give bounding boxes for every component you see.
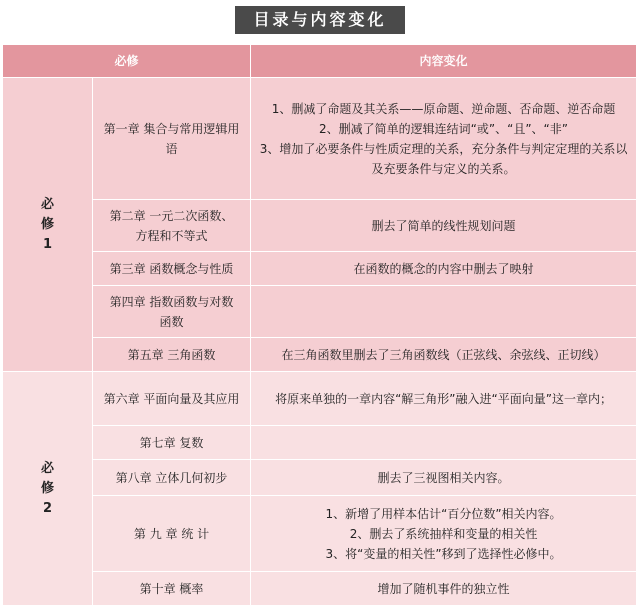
table-row <box>3 338 637 372</box>
curriculum-table <box>2 44 637 606</box>
chapter-name: 第 九 章 统 计 <box>93 496 251 572</box>
header-change: 内容变化 <box>251 45 637 78</box>
change-item: 将原来单独的一章内容“解三角形”融入进“平面向量”这一章内； <box>275 391 612 406</box>
chapter-name: 第三章 函数概念与性质 <box>93 252 251 286</box>
title-area <box>0 0 640 46</box>
volume-label-1 <box>3 78 93 372</box>
chapter-name: 第六章 平面向量及其应用 <box>93 372 251 426</box>
change-item: 增加了随机事件的独立性 <box>377 581 510 596</box>
chapter-name: 第二章 一元二次函数、方程和不等式 <box>93 200 251 252</box>
change-item: 在函数的概念的内容中删去了映射 <box>353 261 534 276</box>
chapter-change <box>251 572 637 606</box>
change-item: 删去了简单的线性规划问题 <box>371 218 516 233</box>
change-item: 2、删减了简单的逻辑连结词“或”、“且”、“非” <box>319 121 568 136</box>
chapter-name: 第五章 三角函数 <box>93 338 251 372</box>
table-header-row <box>3 45 637 78</box>
chapter-name: 第七章 复数 <box>93 426 251 460</box>
header-volume: 必修 <box>3 45 251 78</box>
table-row <box>3 496 637 572</box>
chapter-name: 第四章 指数函数与对数函数 <box>93 286 251 338</box>
chapter-change <box>251 252 637 286</box>
chapter-change <box>251 426 637 460</box>
page-title: 目录与内容变化 <box>235 6 405 34</box>
chapter-name: 第一章 集合与常用逻辑用语 <box>93 78 251 200</box>
change-item: 在三角函数里删去了三角函数线（正弦线、余弦线、正切线） <box>281 347 606 362</box>
change-item: 3、增加了必要条件与性质定理的关系，充分条件与判定定理的关系以及充要条件与定义的关系。 <box>259 141 628 176</box>
table-row <box>3 426 637 460</box>
table-row <box>3 572 637 606</box>
volume-char: 1 <box>42 236 53 252</box>
volume-char: 修 <box>40 480 54 496</box>
change-item: 1、新增了用样本估计“百分位数”相关内容。 <box>325 506 562 521</box>
volume-char: 修 <box>40 216 54 232</box>
table-row <box>3 286 637 338</box>
chapter-change <box>251 460 637 496</box>
volume-label-2 <box>3 372 93 606</box>
chapter-change <box>251 200 637 252</box>
chapter-name: 第十章 概率 <box>93 572 251 606</box>
volume-char: 必 <box>40 196 54 212</box>
volume-char: 必 <box>40 460 54 476</box>
chapter-change <box>251 78 637 200</box>
table-row <box>3 252 637 286</box>
change-item: 1、删减了命题及其关系——原命题、逆命题、否命题、逆否命题 <box>271 101 616 116</box>
chapter-change <box>251 338 637 372</box>
table-row <box>3 372 637 426</box>
chapter-change <box>251 286 637 338</box>
table-row <box>3 200 637 252</box>
table-row <box>3 460 637 496</box>
chapter-name: 第八章 立体几何初步 <box>93 460 251 496</box>
chapter-change <box>251 496 637 572</box>
change-item: 2、删去了系统抽样和变量的相关性 <box>349 526 538 541</box>
table-row <box>3 78 637 200</box>
chapter-change <box>251 372 637 426</box>
change-item: 3、将“变量的相关性”移到了选择性必修中。 <box>325 546 562 561</box>
volume-char: 2 <box>42 500 53 516</box>
change-item: 删去了三视图相关内容。 <box>377 470 510 485</box>
